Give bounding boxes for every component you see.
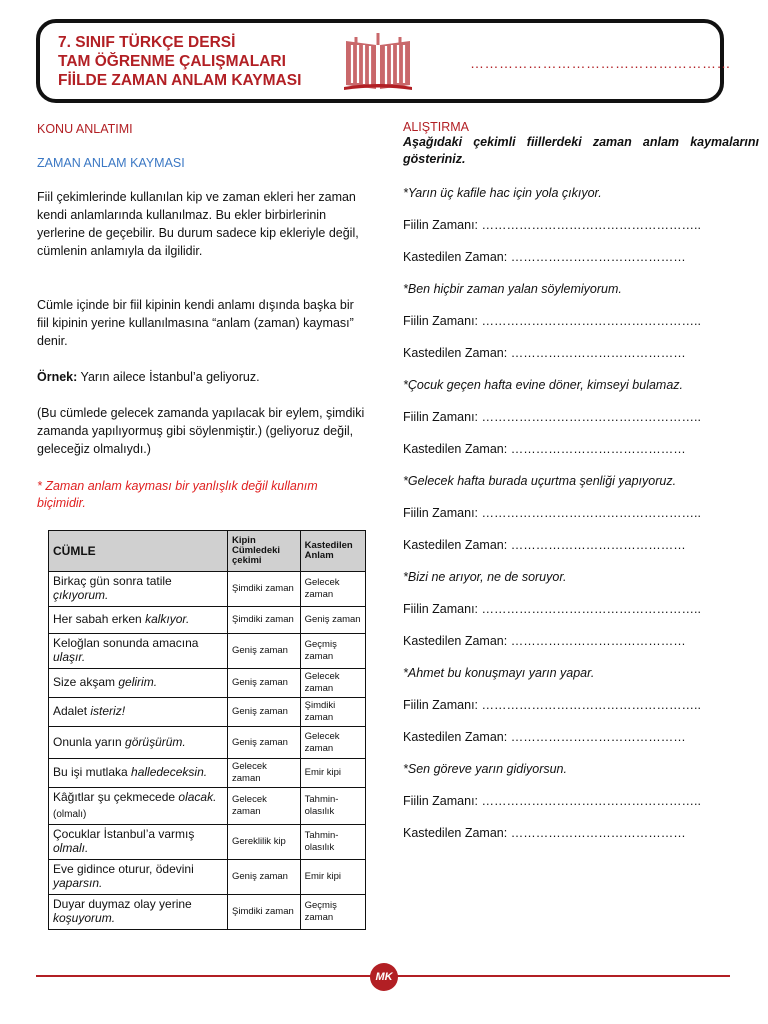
anlam-cell: Emir kipi	[300, 759, 365, 788]
anlam-cell: Şimdiki zaman	[300, 698, 365, 727]
worksheet-header	[36, 19, 731, 103]
exercise-sentence: *Gelecek hafta burada uçurtma şenliği yapıyoruz.	[403, 474, 677, 488]
sentence-verb: çıkıyorum.	[53, 588, 109, 602]
lesson-column	[37, 120, 367, 512]
section-title: KONU ANLATIMI	[37, 122, 133, 136]
anlam-cell: Emir kipi	[300, 860, 365, 895]
exercise-column	[403, 120, 759, 840]
sentence-verb: yaparsın.	[53, 876, 103, 890]
sentence-verb: halledeceksin.	[131, 765, 208, 779]
table-row	[49, 825, 366, 860]
paragraph-1: Fiil çekimlerinde kullanılan kip ve zaman ekleri her zaman kendi anlamlarında kullanılmaz. Bu ekler birbirlerinin yerlerine de geçebilir. Bu durum sadece kip ekleriyle değil, cümlenin anlamıyla da ilgilidir.	[37, 190, 359, 258]
sentence-cell	[49, 860, 228, 895]
exercise-item	[403, 186, 759, 264]
sentence-verb: koşuyorum.	[53, 911, 116, 925]
kip-cell: Geniş zaman	[228, 698, 301, 727]
table-body	[49, 572, 366, 930]
fiil-zamani-field[interactable]: Fiilin Zamanı: ……………………………………………..	[403, 314, 701, 328]
header-kip: Kipin Cümledeki çekimi	[228, 531, 301, 572]
sentence-cell	[49, 788, 228, 825]
table-row	[49, 572, 366, 607]
anlam-cell: Gelecek zaman	[300, 727, 365, 759]
sentence-text: Duyar duymaz olay yerine	[53, 897, 192, 911]
anlam-cell: Tahmin-olasılık	[300, 825, 365, 860]
sentence-verb: isteriz!	[90, 704, 126, 718]
table-row	[49, 698, 366, 727]
kastedilen-zaman-field[interactable]: Kastedilen Zaman: ……………………………………	[403, 826, 686, 840]
anlam-cell: Geniş zaman	[300, 607, 365, 634]
sentence-text: Adalet	[53, 704, 91, 718]
exercise-sentence: *Yarın üç kafile hac için yola çıkıyor.	[403, 186, 602, 200]
sentence-text: Keloğlan sonunda amacına	[53, 636, 199, 650]
fiil-zamani-field[interactable]: Fiilin Zamanı: ……………………………………………..	[403, 602, 701, 616]
anlam-cell: Gelecek zaman	[300, 572, 365, 607]
kip-cell: Gelecek zaman	[228, 759, 301, 788]
header-line-3: FİİLDE ZAMAN ANLAM KAYMASI	[58, 72, 302, 89]
note-text: * Zaman anlam kayması bir yanlışlık değil kullanım biçimidir.	[37, 479, 318, 510]
kastedilen-zaman-field[interactable]: Kastedilen Zaman: ……………………………………	[403, 250, 686, 264]
sentence-text: Bu işi mutlaka	[53, 765, 132, 779]
kastedilen-zaman-field[interactable]: Kastedilen Zaman: ……………………………………	[403, 442, 686, 456]
table-row	[49, 634, 366, 669]
table-row	[49, 895, 366, 930]
header-title	[58, 33, 301, 90]
kastedilen-zaman-field[interactable]: Kastedilen Zaman: ……………………………………	[403, 634, 686, 648]
exercise-item	[403, 378, 759, 456]
kip-cell: Şimdiki zaman	[228, 572, 301, 607]
sentence-text: Size akşam	[53, 675, 119, 689]
sentence-cell	[49, 669, 228, 698]
kastedilen-zaman-field[interactable]: Kastedilen Zaman: ……………………………………	[403, 538, 686, 552]
exercise-sentence: *Çocuk geçen hafta evine döner, kimseyi bulamaz.	[403, 378, 684, 392]
kip-cell: Gelecek zaman	[228, 788, 301, 825]
sentence-text: Her sabah erken	[53, 612, 146, 626]
table-header-row	[49, 531, 366, 572]
paragraph-2: Cümle içinde bir fiil kipinin kendi anlamı dışında başka bir fiil kipinin yerine kullanılmasına “anlam (zaman) kayması” denir.	[37, 298, 354, 348]
sentence-text: Onunla yarın	[53, 734, 126, 749]
examples-table	[48, 530, 366, 930]
example-text: Yarın ailece İstanbul’a geliyoruz.	[77, 370, 260, 384]
sentence-cell	[49, 607, 228, 634]
exercise-sentence: *Ahmet bu konuşmayı yarın yapar.	[403, 666, 595, 680]
kip-cell: Şimdiki zaman	[228, 607, 301, 634]
kip-cell: Geniş zaman	[228, 669, 301, 698]
sentence-cell	[49, 727, 228, 759]
sentence-cell	[49, 895, 228, 930]
anlam-cell: Geçmiş zaman	[300, 634, 365, 669]
sentence-cell	[49, 572, 228, 607]
topic-subtitle: ZAMAN ANLAM KAYMASI	[37, 156, 185, 170]
exercise-sentence: *Bizi ne arıyor, ne de soruyor.	[403, 570, 567, 584]
header-line-2: TAM ÖĞRENME ÇALIŞMALARI	[58, 53, 286, 70]
kip-cell: Gereklilik kip	[228, 825, 301, 860]
fiil-zamani-field[interactable]: Fiilin Zamanı: ……………………………………………..	[403, 218, 701, 232]
header-anlam: Kastedilen Anlam	[300, 531, 365, 572]
student-name-field[interactable]: ………………………………………………	[470, 55, 731, 71]
sentence-text: Kâğıtlar şu çekmecede	[53, 790, 179, 804]
sentence-verb: olacak.	[178, 790, 217, 804]
anlam-cell: Tahmin-olasılık	[300, 788, 365, 825]
exercise-item	[403, 570, 759, 648]
fiil-zamani-field[interactable]: Fiilin Zamanı: ……………………………………………..	[403, 794, 701, 808]
anlam-cell: Gelecek zaman	[300, 669, 365, 698]
sentence-cell	[49, 825, 228, 860]
sentence-verb: kalkıyor.	[145, 612, 190, 626]
header-line-1: 7. SINIF TÜRKÇE DERSİ	[58, 34, 236, 51]
sentence-verb: ulaşır.	[53, 650, 86, 664]
sentence-note: (olmalı)	[53, 809, 87, 820]
sentence-cell	[49, 634, 228, 669]
sentence-verb: görüşürüm.	[125, 734, 186, 749]
exercise-item	[403, 762, 759, 840]
exercise-title: ALIŞTIRMA	[403, 120, 469, 134]
kip-cell: Geniş zaman	[228, 727, 301, 759]
fiil-zamani-field[interactable]: Fiilin Zamanı: ……………………………………………..	[403, 506, 701, 520]
kastedilen-zaman-field[interactable]: Kastedilen Zaman: ……………………………………	[403, 346, 686, 360]
exercise-item	[403, 282, 759, 360]
header-cumle: CÜMLE	[49, 531, 228, 572]
sentence-cell	[49, 759, 228, 788]
exercise-item	[403, 666, 759, 744]
table-row	[49, 607, 366, 634]
example-label: Örnek:	[37, 370, 78, 384]
sentence-verb: gelirim.	[118, 675, 158, 689]
kip-cell: Şimdiki zaman	[228, 895, 301, 930]
exercise-question: Aşağıdaki çekimli fiillerdeki zaman anlam kaymalarını gösteriniz.	[403, 135, 759, 166]
fiil-zamani-field[interactable]: Fiilin Zamanı: ……………………………………………..	[403, 698, 701, 712]
anlam-cell: Geçmiş zaman	[300, 895, 365, 930]
mk-logo: MK	[370, 963, 398, 991]
sentence-text: Çocuklar İstanbul’a varmış	[53, 827, 195, 841]
table-row	[49, 669, 366, 698]
exercise-item	[403, 474, 759, 552]
exercise-sentence: *Sen göreve yarın gidiyorsun.	[403, 762, 567, 776]
sentence-text: Birkaç gün sonra tatile	[53, 574, 172, 588]
kip-cell: Geniş zaman	[228, 634, 301, 669]
exercise-list	[403, 186, 759, 840]
table-row	[49, 759, 366, 788]
fiil-zamani-field[interactable]: Fiilin Zamanı: ……………………………………………..	[403, 410, 701, 424]
sentence-cell	[49, 698, 228, 727]
kastedilen-zaman-field[interactable]: Kastedilen Zaman: ……………………………………	[403, 730, 686, 744]
exercise-sentence: *Ben hiçbir zaman yalan söylemiyorum.	[403, 282, 622, 296]
sentence-verb: olmalı.	[53, 841, 89, 855]
table-row	[49, 727, 366, 759]
paragraph-3: (Bu cümlede gelecek zamanda yapılacak bir eylem, şimdiki zamanda yapılıyormuş gibi söylenmiştir.) (geliyoruz değil, geleceğiz olmalıydı.)	[37, 406, 365, 456]
sentence-text: Eve gidince oturur, ödevini	[53, 862, 194, 876]
kip-cell: Geniş zaman	[228, 860, 301, 895]
book-icon	[342, 31, 414, 91]
table-row	[49, 860, 366, 895]
example-line	[37, 368, 367, 386]
table-row	[49, 788, 366, 825]
